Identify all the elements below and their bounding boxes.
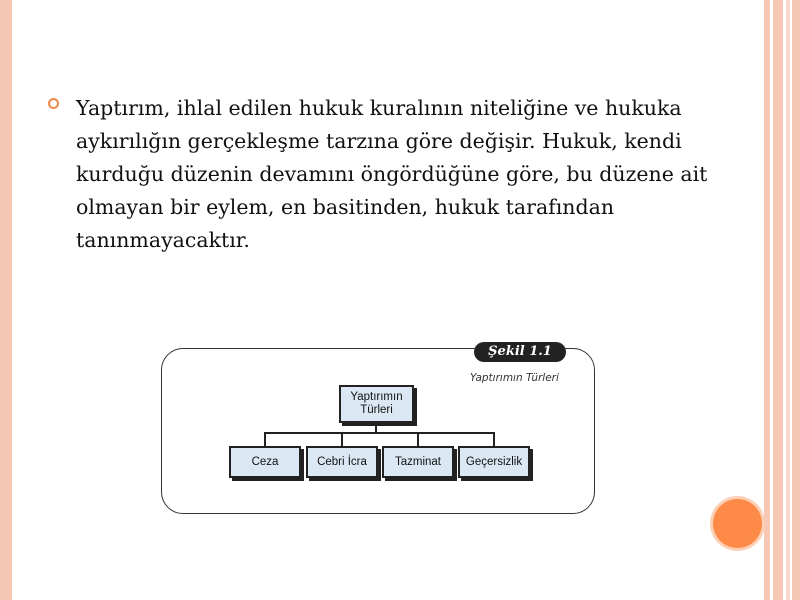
figure-caption: Yaptırımın Türleri	[470, 372, 559, 384]
connector-line	[493, 432, 495, 446]
connector-line	[417, 432, 419, 446]
diagram-node-cebri-icra: Cebri İcra	[306, 446, 378, 478]
decorative-circle-icon	[713, 499, 762, 548]
slide-body	[52, 92, 742, 257]
right-decorative-bar	[786, 0, 790, 600]
bullet-paragraph: Yaptırım, ihlal edilen hukuk kuralının niteliğine ve hukuka aykırılığın gerçekleşme tarzına göre değişir. Hukuk, kendi kurduğu düzenin devamını öngördüğüne göre, bu düzene ait olmayan bir eylem, en basitinden, hukuk tarafından tanınmayacaktır.	[76, 96, 708, 252]
right-decorative-bar	[773, 0, 783, 600]
connector-line	[341, 432, 343, 446]
diagram-root-node: Yaptırımın Türleri	[339, 385, 414, 423]
left-decorative-bar	[0, 0, 12, 600]
connector-line	[264, 432, 266, 446]
diagram-node-tazminat: Tazminat	[382, 446, 454, 478]
diagram-node-gecersizlik: Geçersizlik	[458, 446, 530, 478]
figure-label: Şekil 1.1	[474, 342, 566, 362]
diagram-node-ceza: Ceza	[229, 446, 301, 478]
right-decorative-bar	[792, 0, 800, 600]
right-decorative-bar	[764, 0, 770, 600]
connector-line	[264, 432, 495, 434]
